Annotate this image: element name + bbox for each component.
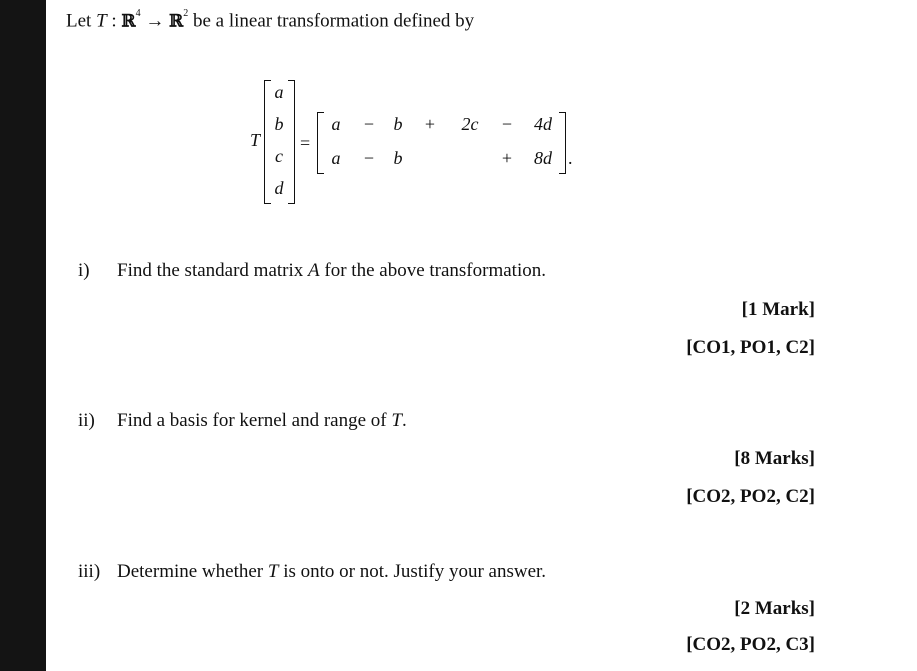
question-text-part: for the above transformation.: [319, 260, 546, 281]
output-row2-term: b: [393, 148, 403, 168]
intro-prefix: Let: [66, 10, 97, 32]
question-1-marks: [1 Mark]: [741, 299, 815, 320]
question-text-part: Find the standard matrix: [117, 260, 309, 281]
output-row1-term: 2c: [461, 114, 479, 134]
output-row2-operator: +: [501, 148, 513, 168]
question-text: [117, 260, 546, 282]
input-vector-entry: c: [275, 146, 283, 166]
codomain-symbol: ℝ: [169, 11, 184, 32]
output-row1-term: b: [393, 114, 403, 134]
problem-statement: [66, 6, 474, 32]
lhs-transformation-symbol: T: [250, 130, 261, 150]
question-italic-symbol: T: [391, 410, 402, 431]
question-text-part: Determine whether: [117, 561, 268, 582]
input-vector-entry: a: [274, 82, 284, 102]
output-row2-operator: −: [363, 148, 375, 168]
domain-symbol: ℝ: [121, 11, 136, 32]
question-number: i): [78, 260, 90, 281]
question-italic-symbol: A: [308, 260, 320, 281]
question-text: [117, 561, 546, 583]
question-3-marks: [2 Marks]: [734, 598, 815, 619]
map-symbol: T: [96, 10, 107, 32]
intro-suffix: be a linear transformation defined by: [188, 10, 475, 32]
codomain-exponent: 2: [183, 8, 189, 19]
input-vector-entry: d: [274, 178, 284, 198]
arrow: →: [140, 10, 170, 32]
left-dark-border: [0, 0, 46, 671]
output-row1-operator: −: [363, 114, 375, 134]
output-row1-term: a: [331, 114, 341, 134]
domain-exponent: 4: [135, 8, 141, 19]
colon: :: [106, 10, 122, 32]
question-3-outcomes: [CO2, PO2, C3]: [686, 634, 815, 655]
question-text: [117, 410, 407, 432]
output-row2-term: a: [331, 148, 341, 168]
question-number: iii): [78, 561, 101, 582]
question-text-part: Find a basis for kernel and range of: [117, 410, 392, 431]
equals-sign: =: [300, 133, 311, 153]
output-row1-operator: −: [501, 114, 513, 134]
input-vector-entry: b: [274, 114, 284, 134]
question-number: ii): [78, 410, 95, 431]
question-italic-symbol: T: [267, 561, 279, 582]
question-1-outcomes: [CO1, PO1, C2]: [686, 337, 815, 358]
equation-period: .: [568, 148, 573, 168]
output-row1-operator: +: [424, 114, 436, 134]
output-row1-term: 4d: [534, 114, 552, 134]
output-row2-term: 8d: [534, 148, 552, 168]
question-text-part: is onto or not. Justify your answer.: [278, 561, 547, 582]
question-text-part: .: [401, 410, 407, 431]
output-vector-right-bracket: [559, 112, 566, 174]
question-2-outcomes: [CO2, PO2, C2]: [686, 486, 815, 507]
question-2-marks: [8 Marks]: [734, 448, 815, 469]
